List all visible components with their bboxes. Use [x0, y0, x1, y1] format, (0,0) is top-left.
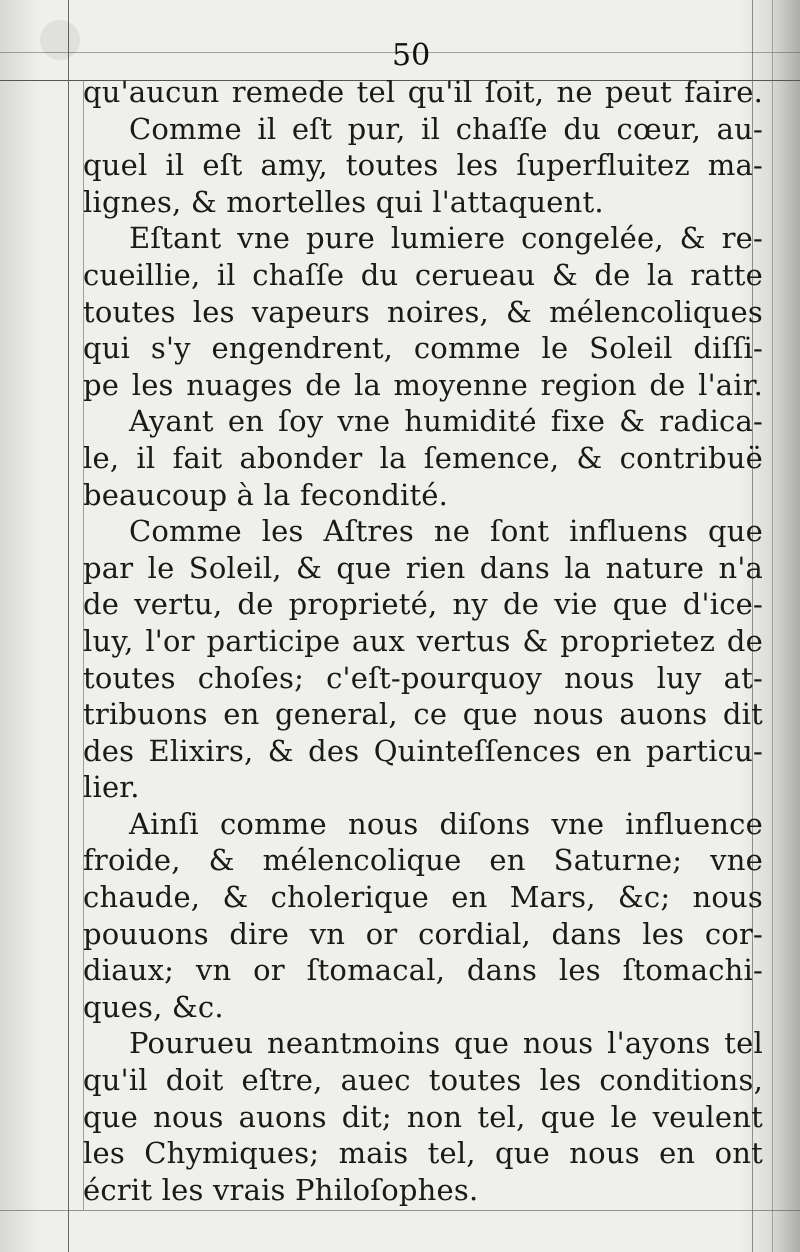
text-line: lier.: [83, 770, 140, 805]
text-line: qui s'y engendrent, comme le Soleil diſſi-: [83, 331, 763, 366]
page-text: [83, 74, 763, 1208]
text-line: des Elixirs, & des Quinteſſences en particu-: [83, 733, 763, 768]
page-number: 50: [392, 38, 431, 73]
text-line: Ayant en ſoy vne humidité fixe & radica-: [129, 404, 763, 439]
text-line: luy, l'or participe aux vertus & proprietez de: [83, 623, 763, 658]
text-line: Ainſi comme nous diſons vne influence: [129, 806, 763, 841]
text-line: froide, & mélencolique en Saturne; vne: [83, 843, 763, 878]
text-line: toutes les vapeurs noires, & mélencoliques: [83, 294, 763, 329]
text-line: le, il fait abonder la ſemence, & contribuë: [83, 440, 763, 475]
text-line: toutes choſes; c'eſt-pourquoy nous luy at-: [83, 660, 763, 695]
text-line: cueillie, il chaſſe du cerueau & de la ratte: [83, 257, 763, 292]
text-line: par le Soleil, & que rien dans la nature n'a: [83, 550, 763, 585]
page-smudge: [40, 20, 80, 60]
text-line: Comme il eſt pur, il chaſſe du cœur, au-: [129, 111, 763, 146]
text-line: que nous auons dit; non tel, que le veulent: [83, 1099, 763, 1134]
text-line: ques, &c.: [83, 989, 224, 1024]
left-margin-rule: [68, 0, 69, 1252]
outer-right-rule: [772, 0, 773, 1252]
text-line: Pourueu neantmoins que nous l'ayons tel: [129, 1026, 763, 1061]
text-line: les Chymiques; mais tel, que nous en ont: [83, 1136, 763, 1171]
text-line: pouuons dire vn or cordial, dans les cor-: [83, 916, 763, 951]
text-line: qu'aucun remede tel qu'il ſoit, ne peut faire.: [83, 75, 763, 109]
text-line: qu'il doit eſtre, auec toutes les conditions,: [83, 1063, 763, 1098]
text-line: Eſtant vne pure lumiere congelée, & re-: [129, 221, 763, 256]
text-line: diaux; vn or ſtomacal, dans les ſtomachi-: [83, 953, 763, 988]
text-line: lignes, & mortelles qui l'attaquent.: [83, 184, 604, 219]
bottom-rule: [0, 1210, 800, 1211]
text-line: quel il eſt amy, toutes les ſuperfluitez ma-: [83, 148, 763, 183]
text-line: tribuons en general, ce que nous auons dit: [83, 697, 763, 732]
text-line: écrit les vrais Philoſophes.: [83, 1172, 479, 1207]
text-line: de vertu, de proprieté, ny de vie que d'ice-: [83, 587, 763, 622]
text-line: pe les nuages de la moyenne region de l'air.: [83, 367, 763, 402]
text-line: beaucoup à la fecondité.: [83, 477, 449, 512]
text-line: Comme les Aſtres ne ſont influens que: [129, 514, 763, 549]
text-line: chaude, & cholerique en Mars, &c; nous: [83, 880, 763, 915]
